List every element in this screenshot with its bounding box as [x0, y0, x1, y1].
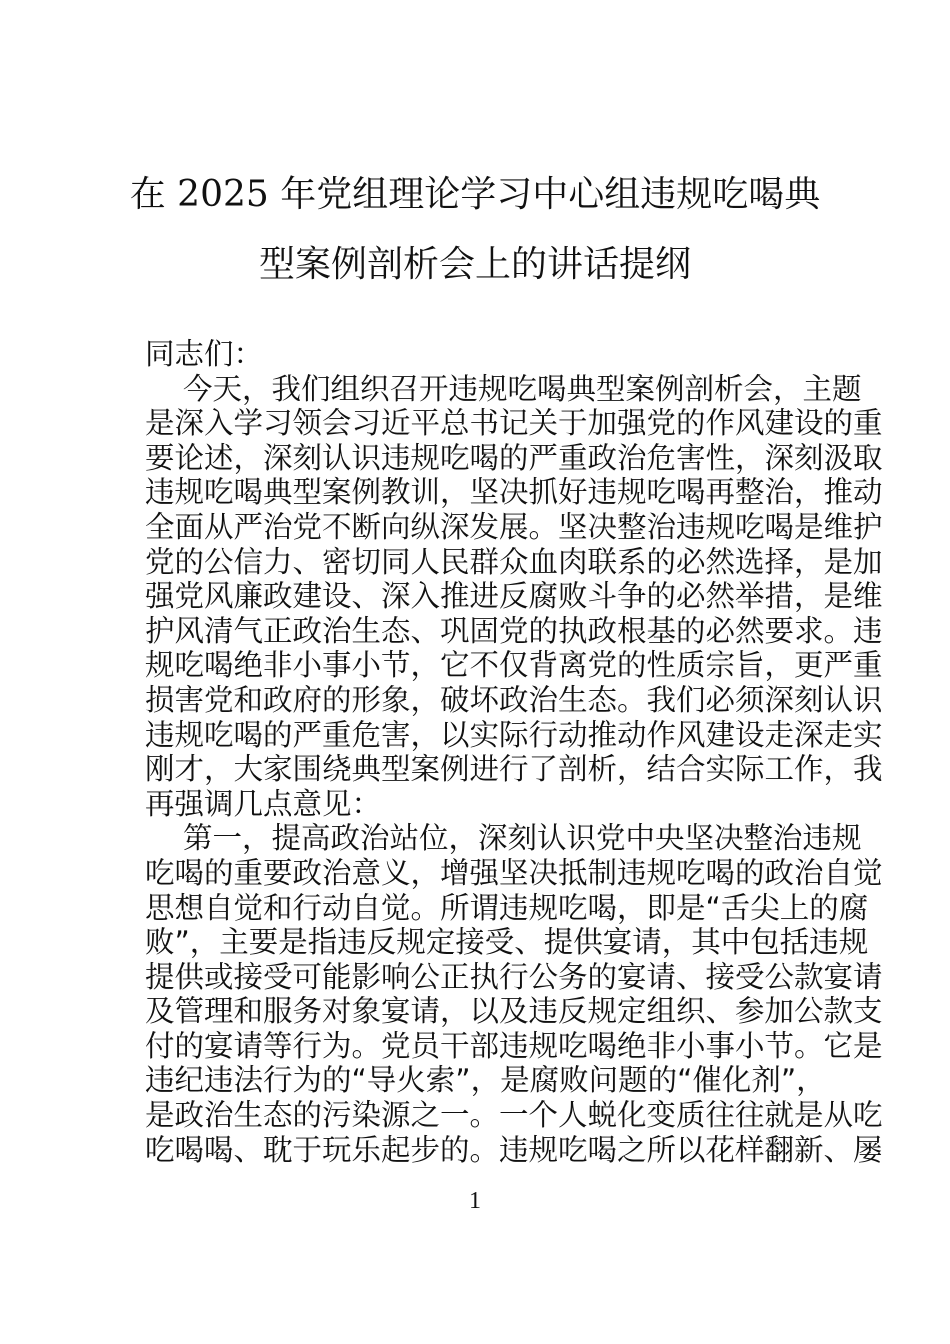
body-text-line: 吃喝的重要政治意义，增强坚决抵制违规吃喝的政治自觉 — [145, 855, 883, 890]
body-text-line: 党的公信力、密切同人民群众血肉联系的必然选择，是加 — [145, 544, 883, 579]
body-text-line: 今天，我们组织召开违规吃喝典型案例剖析会，主题 — [183, 371, 862, 406]
body-text-line: 同志们： — [145, 337, 264, 371]
body-text-line: 思想自觉和行动自觉。所谓违规吃喝，即是“舌尖上的腐 — [145, 890, 869, 925]
body-text-line: 吃喝喝、耽于玩乐起步的。违规吃喝之所以花样翻新、屡 — [145, 1132, 883, 1167]
body-text-line: 要论述，深刻认识违规吃喝的严重政治危害性，深刻汲取 — [145, 440, 883, 475]
body-text-line: 规吃喝绝非小事小节，它不仅背离党的性质宗旨，更严重 — [145, 648, 883, 683]
body-text-line: 及管理和服务对象宴请，以及违反规定组织、参加公款支 — [145, 994, 883, 1029]
body-text-line: 是政治生态的污染源之一。一个人蜕化变质往往就是从吃 — [145, 1098, 883, 1133]
body-text-line: 是深入学习领会习近平总书记关于加强党的作风建设的重 — [145, 406, 883, 441]
body-text-line: 再强调几点意见： — [145, 786, 382, 821]
body-text-line: 提供或接受可能影响公正执行公务的宴请、接受公款宴请 — [145, 959, 883, 994]
body-text-line: 违纪违法行为的“导火索”，是腐败问题的“催化剂”， — [145, 1063, 826, 1098]
body-text-line: 全面从严治党不断向纵深发展。坚决整治违规吃喝是维护 — [145, 509, 883, 544]
body-text-line: 强党风廉政建设、深入推进反腐败斗争的必然举措，是维 — [145, 579, 883, 614]
body-text-line: 付的宴请等行为。党员干部违规吃喝绝非小事小节。它是 — [145, 1028, 883, 1063]
body-text-line: 第一，提高政治站位，深刻认识党中央坚决整治违规 — [183, 821, 862, 856]
document-title-line-1: 在 2025 年党组理论学习中心组违规吃喝典 — [129, 174, 821, 215]
body-text-line: 刚才，大家围绕典型案例进行了剖析，结合实际工作，我 — [145, 752, 883, 787]
document-title-line-2: 型案例剖析会上的讲话提纲 — [258, 244, 691, 285]
body-text-line: 违规吃喝的严重危害，以实际行动推动作风建设走深走实 — [145, 717, 883, 752]
body-text-line: 违规吃喝典型案例教训，坚决抓好违规吃喝再整治，推动 — [145, 475, 883, 510]
body-text-line: 败”，主要是指违反规定接受、提供宴请，其中包括违规 — [145, 925, 869, 960]
body-text-line: 损害党和政府的形象，破坏政治生态。我们必须深刻认识 — [145, 682, 883, 717]
body-text-line: 护风清气正政治生态、巩固党的执政根基的必然要求。违 — [145, 613, 883, 648]
document-body — [145, 337, 883, 1167]
page-number: 1 — [469, 1188, 481, 1214]
